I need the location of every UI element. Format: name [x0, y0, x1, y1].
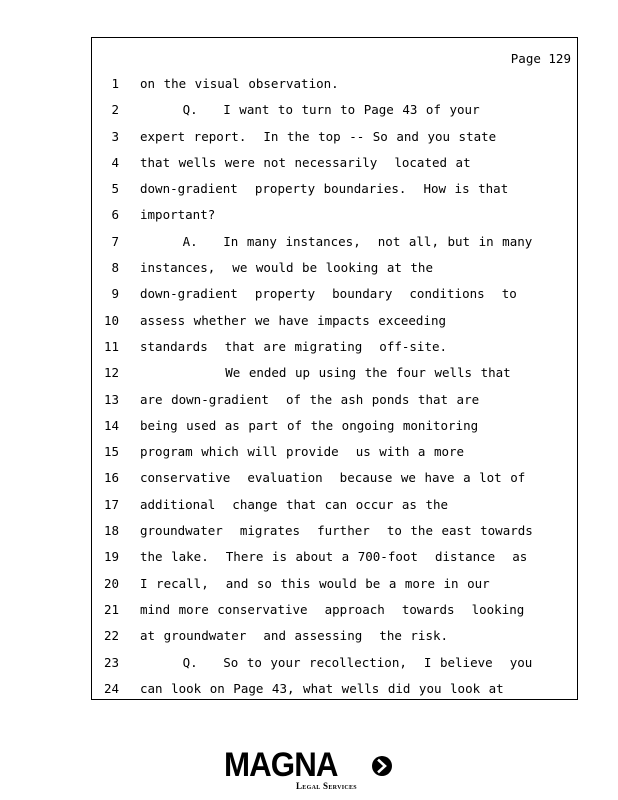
line-text: on the visual observation.: [140, 76, 339, 91]
line-text: Q. So to your recollection, I believe you: [140, 654, 533, 670]
transcript-line: [92, 281, 577, 307]
transcript-line: [92, 202, 577, 228]
line-number: 10: [103, 312, 119, 328]
transcript-line: [92, 465, 577, 491]
logo-subtext: Legal Services: [296, 781, 357, 791]
line-number: 13: [103, 391, 119, 407]
transcript-lines: [92, 71, 577, 702]
line-number: 14: [103, 417, 119, 433]
transcript-line: [92, 176, 577, 202]
line-text: are down-gradient of the ash ponds that are: [140, 391, 480, 407]
line-text: important?: [140, 207, 216, 223]
line-text: expert report. In the top -- So and you state: [140, 128, 497, 144]
transcript-line: [92, 97, 577, 123]
transcript-line: [92, 544, 577, 570]
line-number: 11: [103, 338, 119, 354]
line-text: at groundwater and assessing the risk.: [140, 628, 449, 644]
transcript-line: [92, 597, 577, 623]
right-arrow-circle-icon: [372, 756, 392, 776]
line-number: 16: [103, 470, 119, 486]
transcript-line: [92, 676, 577, 702]
transcript-line: [92, 571, 577, 597]
line-number: 20: [103, 575, 119, 591]
transcript-line: [92, 623, 577, 649]
transcript-page: [91, 37, 578, 700]
line-number: 8: [111, 260, 119, 276]
transcript-line: [92, 413, 577, 439]
magna-logo: [224, 746, 396, 794]
line-number: 19: [103, 549, 119, 565]
line-text: down-gradient property boundary conditions to: [140, 286, 517, 302]
transcript-line: [92, 518, 577, 544]
line-number: 9: [111, 286, 119, 302]
transcript-line: [92, 150, 577, 176]
line-number: 15: [103, 444, 119, 460]
line-number: 21: [103, 601, 119, 617]
line-number: 24: [103, 680, 119, 696]
transcript-line: [92, 360, 577, 386]
line-text: can look on Page 43, what wells did you look at: [140, 680, 504, 696]
transcript-line: [92, 439, 577, 465]
line-number: 12: [103, 365, 119, 381]
line-number: 4: [111, 154, 119, 170]
line-text: program which will provide us with a more: [140, 444, 465, 460]
line-text: standards that are migrating off-site.: [140, 338, 448, 354]
transcript-line: [92, 650, 577, 676]
line-number: 1: [111, 76, 119, 91]
line-text: the lake. There is about a 700-foot distance as: [140, 549, 528, 565]
line-text: instances, we would be looking at the: [140, 260, 433, 276]
line-number: 18: [103, 523, 119, 539]
line-number: 2: [111, 102, 119, 118]
logo-wordmark: MAGNA: [224, 746, 338, 784]
line-text: that wells were not necessarily located at: [140, 154, 471, 170]
transcript-line: [92, 308, 577, 334]
transcript-line: [92, 255, 577, 281]
line-text: conservative evaluation because we have a lot of: [140, 470, 526, 486]
line-text: mind more conservative approach towards looking: [140, 601, 525, 617]
transcript-line: [92, 124, 577, 150]
line-text: assess whether we have impacts exceeding: [140, 312, 447, 328]
line-number: 5: [111, 181, 119, 197]
line-number: 6: [111, 207, 119, 223]
page-number: Page 129: [510, 51, 571, 66]
line-number: 23: [103, 654, 119, 670]
line-text: being used as part of the ongoing monitoring: [140, 417, 479, 433]
transcript-line: [92, 387, 577, 413]
transcript-line: [92, 492, 577, 518]
line-text: groundwater migrates further to the east towards: [140, 523, 533, 539]
line-text: down-gradient property boundaries. How is that: [140, 181, 509, 197]
line-number: 7: [111, 233, 119, 249]
transcript-line: [92, 229, 577, 255]
line-text: additional change that can occur as the: [140, 496, 449, 512]
line-number: 3: [111, 128, 119, 144]
line-text: Q. I want to turn to Page 43 of your: [140, 102, 480, 118]
transcript-line: [92, 71, 577, 97]
line-text: We ended up using the four wells that: [140, 365, 511, 381]
line-number: 17: [103, 496, 119, 512]
transcript-line: [92, 334, 577, 360]
line-text: I recall, and so this would be a more in our: [140, 575, 490, 591]
line-number: 22: [103, 628, 119, 644]
line-text: A. In many instances, not all, but in many: [140, 233, 533, 249]
